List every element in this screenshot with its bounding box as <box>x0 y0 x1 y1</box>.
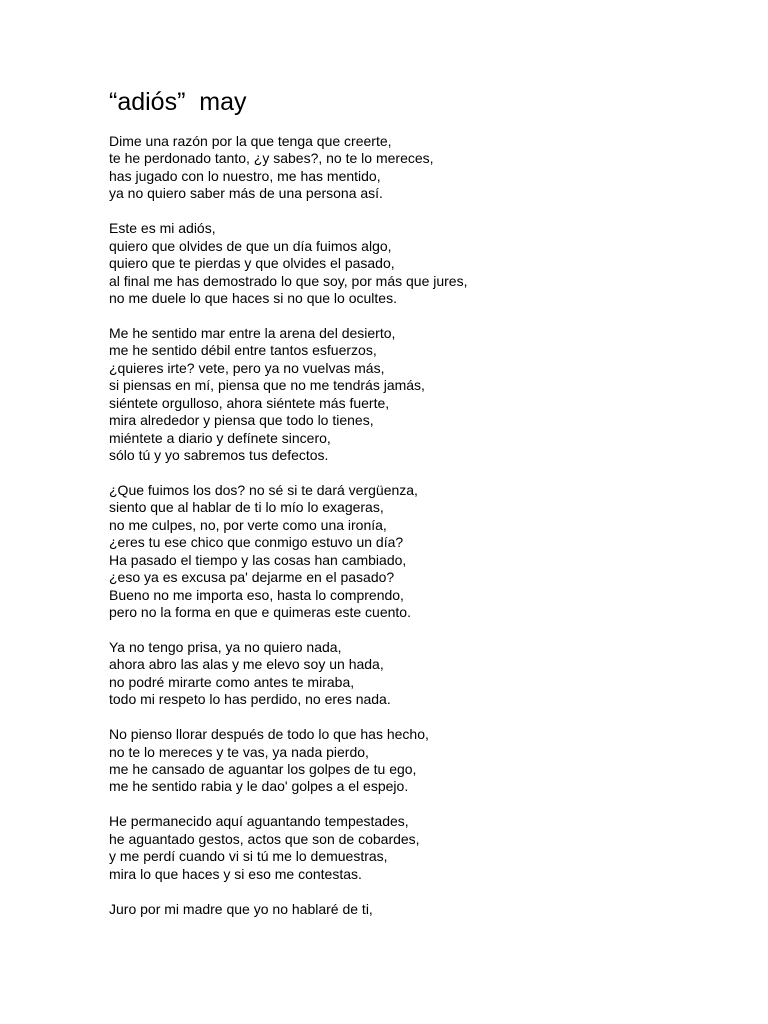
poem-line: Este es mi adiós, <box>109 220 216 237</box>
poem-line: no me duele lo que haces si no que lo ocultes. <box>109 290 397 307</box>
poem-line: he aguantado gestos, actos que son de cobardes, <box>109 830 420 847</box>
poem-line: quiero que olvides de que un día fuimos algo, <box>109 237 392 254</box>
poem-line: has jugado con lo nuestro, me has mentido, <box>109 167 381 184</box>
poem-line: Juro por mi madre que yo no hablaré de ti, <box>109 900 373 917</box>
poem-body <box>109 133 729 935</box>
poem-line: Bueno no me importa eso, hasta lo comprendo, <box>109 586 404 603</box>
poem-line: ahora abro las alas y me elevo soy un hada, <box>109 656 384 673</box>
poem-line: siéntete orgulloso, ahora siéntete más fuerte, <box>109 394 390 411</box>
poem-line: ¿Que fuimos los dos? no sé si te dará vergüenza, <box>109 481 418 498</box>
stanza-2 <box>109 220 729 307</box>
stanza-1 <box>109 133 729 203</box>
poem-line: Ya no tengo prisa, ya no quiero nada, <box>109 638 342 655</box>
stanza-3 <box>109 325 729 465</box>
stanza-8 <box>109 901 729 918</box>
poem-line: no me culpes, no, por verte como una ironía, <box>109 516 387 533</box>
poem-line: sólo tú y yo sabremos tus defectos. <box>109 447 329 464</box>
poem-line: me he sentido rabia y le dao' golpes a el espejo. <box>109 778 409 795</box>
poem-line: ¿eres tu ese chico que conmigo estuvo un día? <box>109 534 404 551</box>
poem-line: miéntete a diario y defínete sincero, <box>109 429 331 446</box>
poem-line: quiero que te pierdas y que olvides el pasado, <box>109 255 395 272</box>
stanza-5 <box>109 639 729 709</box>
poem-line: no podré mirarte como antes te miraba, <box>109 673 355 690</box>
poem-line: mira lo que haces y si eso me contestas. <box>109 865 362 882</box>
stanza-7 <box>109 813 729 883</box>
poem-line: pero no la forma en que e quimeras este cuento. <box>109 604 411 621</box>
poem-line: siento que al hablar de ti lo mío lo exageras, <box>109 499 384 516</box>
poem-line: He permanecido aquí aguantando tempestades, <box>109 813 409 830</box>
poem-line: te he perdonado tanto, ¿y sabes?, no te lo mereces, <box>109 150 434 167</box>
poem-line: me he cansado de aguantar los golpes de tu ego, <box>109 761 417 777</box>
poem-line: no te lo mereces y te vas, ya nada pierdo, <box>109 743 369 760</box>
poem-title: “adiós” may <box>109 88 247 116</box>
poem-line: si piensas en mí, piensa que no me tendrás jamás, <box>109 377 425 394</box>
poem-line: todo mi respeto lo has perdido, no eres nada. <box>109 691 391 708</box>
stanza-6 <box>109 726 729 796</box>
poem-line: No pienso llorar después de todo lo que has hecho, <box>109 726 429 743</box>
poem-line: ¿quieres irte? vete, pero ya no vuelvas más, <box>109 359 385 376</box>
poem-line: ya no quiero saber más de una persona así. <box>109 185 383 202</box>
poem-line: me he sentido débil entre tantos esfuerzos, <box>109 342 377 359</box>
poem-line: mira alrededor y piensa que todo lo tienes, <box>109 412 374 429</box>
poem-line: ¿eso ya es excusa pa' dejarme en el pasado? <box>109 569 395 586</box>
poem-line: Me he sentido mar entre la arena del desierto, <box>109 324 396 341</box>
stanza-4 <box>109 482 729 622</box>
poem-line: Dime una razón por la que tenga que creerte, <box>109 133 392 149</box>
poem-line: y me perdí cuando vi si tú me lo demuestras, <box>109 848 388 865</box>
poem-line: al final me has demostrado lo que soy, por más que jures, <box>109 272 468 289</box>
poem-line: Ha pasado el tiempo y las cosas han cambiado, <box>109 551 407 568</box>
